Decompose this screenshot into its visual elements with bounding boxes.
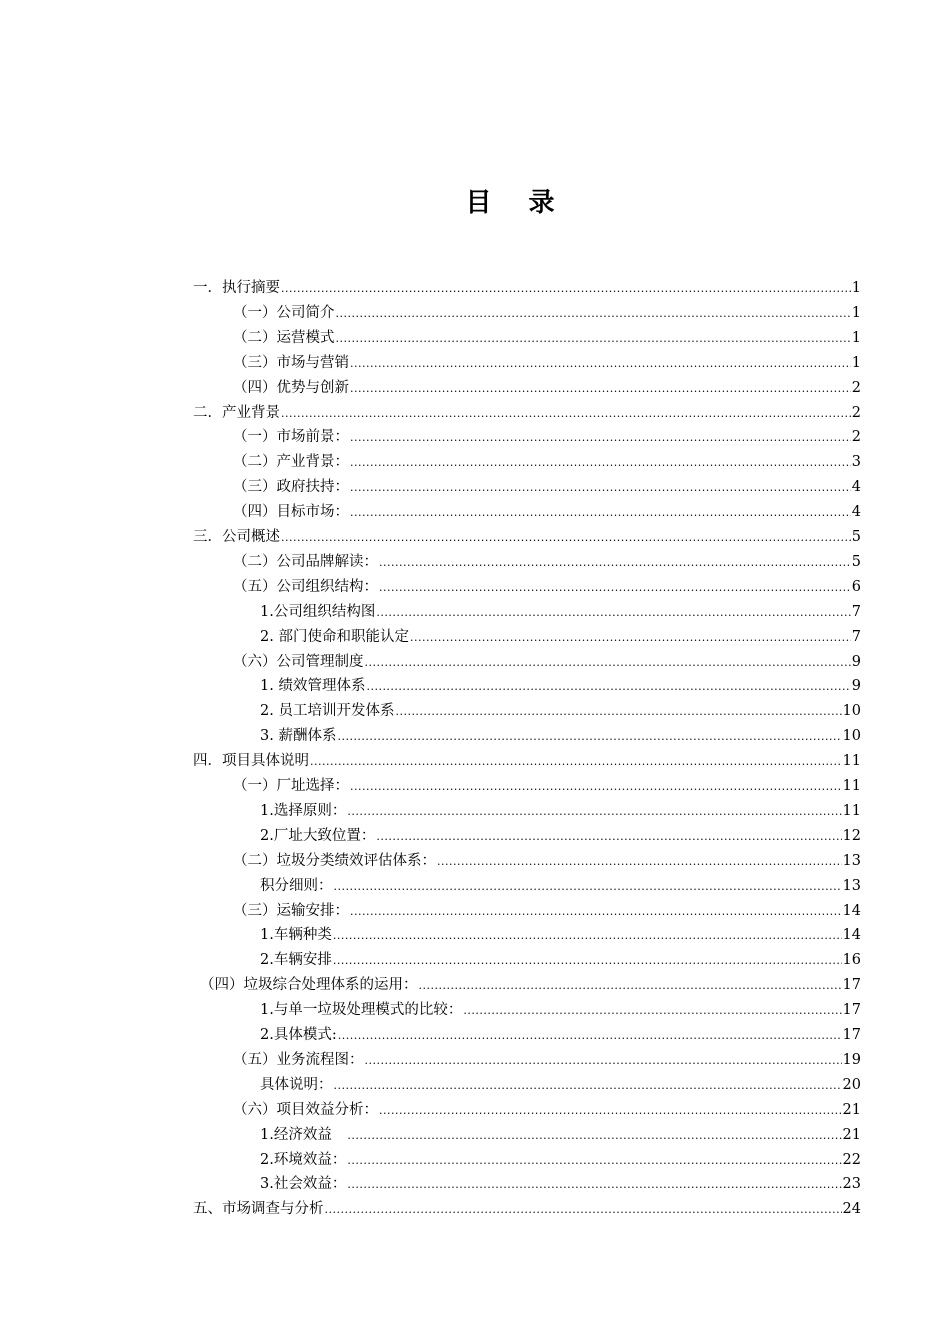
- toc-entry[interactable]: [233, 1048, 861, 1073]
- toc-leader-dots: [350, 500, 851, 525]
- toc-entry[interactable]: [193, 276, 861, 301]
- toc-entry-page-number: 11: [842, 802, 861, 819]
- toc-leader-dots: [376, 824, 841, 849]
- toc-leader-dots: [350, 899, 842, 924]
- toc-entry-page-number: 5: [851, 529, 861, 545]
- toc-entry-page-number: 9: [851, 653, 861, 670]
- toc-leader-dots: [365, 1048, 842, 1073]
- toc-leader-dots: [376, 600, 850, 625]
- toc-entry-label: （二）垃圾分类绩效评估体系：: [233, 852, 436, 869]
- toc-entry-label: 1.车辆种类: [260, 927, 332, 944]
- toc-entry[interactable]: [260, 674, 861, 699]
- toc-entry-page-number: 2: [851, 404, 861, 421]
- toc-entry[interactable]: [233, 450, 861, 475]
- toc-entry-page-number: 10: [842, 728, 861, 745]
- toc-entry[interactable]: [260, 699, 861, 724]
- toc-entry-page-number: 1: [851, 280, 861, 296]
- toc-leader-dots: [410, 625, 851, 650]
- toc-entry[interactable]: [260, 724, 861, 749]
- toc-entry[interactable]: [233, 425, 861, 450]
- toc-leader-dots: [350, 376, 851, 401]
- toc-leader-dots: [281, 276, 851, 301]
- toc-entry[interactable]: [193, 525, 861, 550]
- toc-entry-page-number: 1: [851, 304, 861, 321]
- toc-entry-label: （三）市场与营销: [233, 354, 349, 371]
- toc-entry-label: （四）优势与创新: [233, 379, 349, 396]
- toc-entry-label: 五、市场调查与分析: [193, 1201, 324, 1218]
- toc-entry-label: （二）产业背景：: [233, 454, 349, 471]
- toc-entry-page-number: 13: [842, 877, 861, 894]
- toc-entry-label: （二）公司品牌解读：: [233, 553, 378, 570]
- page-title: 目 录: [465, 188, 569, 218]
- toc-leader-dots: [379, 550, 851, 575]
- toc-entry-label: 1.与单一垃圾处理模式的比较：: [260, 1002, 463, 1019]
- toc-entry-page-number: 1: [851, 354, 861, 371]
- toc-leader-dots: [395, 699, 841, 724]
- toc-entry-page-number: 24: [842, 1201, 861, 1218]
- toc-entry[interactable]: [233, 575, 861, 600]
- toc-entry[interactable]: [193, 401, 861, 426]
- toc-entry-page-number: 17: [842, 1027, 861, 1043]
- toc-leader-dots: [350, 774, 842, 799]
- toc-entry-page-number: 10: [842, 703, 861, 720]
- toc-entry[interactable]: [260, 948, 861, 973]
- toc-entry-label: （五）业务流程图：: [233, 1051, 364, 1068]
- toc-entry-page-number: 17: [842, 1002, 861, 1019]
- toc-entry[interactable]: [233, 500, 861, 525]
- toc-entry-label: （一）市场前景：: [233, 429, 349, 446]
- toc-entry-page-number: 4: [851, 504, 861, 521]
- toc-leader-dots: [463, 998, 841, 1023]
- toc-entry-page-number: 23: [842, 1176, 861, 1193]
- toc-entry-label: 积分细则：: [260, 877, 333, 894]
- toc-entry[interactable]: [200, 973, 861, 998]
- toc-entry-label: （一）公司简介: [233, 304, 335, 321]
- toc-entry-label: 2.厂址大致位置：: [260, 827, 376, 844]
- toc-entry[interactable]: [260, 1148, 861, 1173]
- toc-entry-label: 1. 绩效管理体系: [260, 678, 366, 695]
- toc-entry[interactable]: [233, 1098, 861, 1123]
- toc-leader-dots: [281, 525, 851, 550]
- toc-leader-dots: [336, 301, 851, 326]
- toc-entry[interactable]: [260, 1023, 861, 1048]
- toc-leader-dots: [347, 1172, 841, 1197]
- toc-entry-label: 具体说明：: [260, 1076, 333, 1093]
- toc-leader-dots: [365, 650, 851, 675]
- toc-entry-page-number: 21: [842, 1101, 861, 1118]
- toc-entry[interactable]: [260, 625, 861, 650]
- toc-leader-dots: [310, 749, 842, 774]
- toc-leader-dots: [333, 923, 842, 948]
- toc-leader-dots: [325, 1197, 842, 1222]
- toc-entry-label: 二．产业背景: [193, 404, 280, 421]
- toc-leader-dots: [366, 674, 850, 699]
- toc-entry[interactable]: [260, 1073, 861, 1098]
- toc-entry-page-number: 2: [851, 429, 861, 446]
- toc-entry-label: 1.选择原则：: [260, 802, 347, 819]
- toc-entry-page-number: 11: [842, 778, 861, 794]
- toc-leader-dots: [337, 724, 841, 749]
- toc-entry[interactable]: [233, 475, 861, 500]
- toc-entry-label: （一）厂址选择：: [233, 778, 349, 794]
- toc-entry-label: 一．执行摘要: [193, 280, 280, 296]
- toc-entry[interactable]: [233, 650, 861, 675]
- toc-entry-page-number: 16: [842, 952, 861, 969]
- toc-leader-dots: [379, 1098, 842, 1123]
- toc-entry[interactable]: [260, 600, 861, 625]
- toc-entry[interactable]: [260, 998, 861, 1023]
- toc-entry[interactable]: [260, 1123, 861, 1148]
- toc-entry-label: （四）垃圾综合处理体系的运用：: [200, 977, 418, 994]
- toc-leader-dots: [281, 401, 851, 426]
- toc-leader-dots: [334, 1073, 842, 1098]
- toc-leader-dots: [333, 948, 842, 973]
- toc-entry-page-number: 21: [842, 1126, 861, 1143]
- toc-entry-label: 四．项目具体说明: [193, 753, 309, 770]
- toc-entry-page-number: 11: [842, 753, 861, 770]
- toc-entry[interactable]: [233, 376, 861, 401]
- toc-entry-page-number: 2: [851, 379, 861, 396]
- toc-leader-dots: [350, 450, 851, 475]
- toc-entry-label: （三）运输安排：: [233, 902, 349, 919]
- toc-entry-page-number: 14: [842, 927, 861, 944]
- toc-entry-label: 1.公司组织结构图: [260, 603, 376, 620]
- toc-entry[interactable]: [233, 351, 861, 376]
- toc-entry[interactable]: [193, 1197, 861, 1222]
- toc-entry-page-number: 17: [842, 977, 861, 994]
- toc-entry-label: （六）项目效益分析：: [233, 1101, 378, 1118]
- toc-entry-label: 1.经济效益: [260, 1126, 347, 1143]
- toc-leader-dots: [350, 351, 851, 376]
- toc-entry[interactable]: [233, 774, 861, 799]
- toc-leader-dots: [437, 849, 842, 874]
- toc-leader-dots: [347, 1123, 841, 1148]
- toc-entry[interactable]: [260, 923, 861, 948]
- toc-entry[interactable]: [233, 899, 861, 924]
- toc-entry[interactable]: [260, 824, 861, 849]
- toc-leader-dots: [379, 575, 851, 600]
- toc-entry[interactable]: [260, 1172, 861, 1197]
- toc-entry-page-number: 7: [851, 628, 861, 645]
- toc-entry[interactable]: [233, 849, 861, 874]
- toc-entry-label: （四）目标市场：: [233, 504, 349, 521]
- toc-entry-page-number: 22: [842, 1151, 861, 1168]
- toc-entry-page-number: 7: [851, 603, 861, 620]
- toc-entry-page-number: 1: [851, 329, 861, 346]
- toc-entry[interactable]: [260, 799, 861, 824]
- toc-entry-page-number: 13: [842, 852, 861, 869]
- toc-entry-page-number: 5: [851, 553, 861, 570]
- toc-entry-page-number: 3: [851, 454, 861, 471]
- toc-entry[interactable]: [260, 874, 861, 899]
- toc-entry-page-number: 4: [851, 479, 861, 496]
- toc-entry-page-number: 6: [851, 578, 861, 595]
- toc-leader-dots: [350, 475, 851, 500]
- toc-leader-dots: [347, 1148, 841, 1173]
- toc-entry-label: 2.环境效益：: [260, 1151, 347, 1168]
- toc-entry-label: （五）公司组织结构：: [233, 578, 378, 595]
- toc-entry[interactable]: [233, 326, 861, 351]
- toc-entry-label: （六）公司管理制度: [233, 653, 364, 670]
- toc-entry-label: 2. 员工培训开发体系: [260, 703, 395, 720]
- toc-leader-dots: [334, 874, 842, 899]
- toc-entry-label: （三）政府扶持：: [233, 479, 349, 496]
- toc-leader-dots: [347, 799, 841, 824]
- toc-leader-dots: [336, 326, 851, 351]
- toc-entry-label: 2.具体模式:: [260, 1027, 337, 1043]
- toc-entry[interactable]: [233, 301, 861, 326]
- toc-entry-page-number: 9: [851, 678, 861, 695]
- toc-entry-label: 2.车辆安排: [260, 952, 332, 969]
- toc-entry-page-number: 14: [842, 902, 861, 919]
- toc-leader-dots: [350, 425, 851, 450]
- toc-entry[interactable]: [193, 749, 861, 774]
- toc-entry-label: 三．公司概述: [193, 529, 280, 545]
- toc-entry[interactable]: [233, 550, 861, 575]
- toc-entry-label: 2. 部门使命和职能认定: [260, 628, 409, 645]
- toc-entry-page-number: 12: [842, 827, 861, 844]
- toc-leader-dots: [419, 973, 842, 998]
- toc-leader-dots: [338, 1023, 842, 1048]
- toc-entry-page-number: 20: [842, 1076, 861, 1093]
- toc-entry-label: （二）运营模式: [233, 329, 335, 346]
- toc-entry-label: 3.社会效益：: [260, 1176, 347, 1193]
- toc-entry-page-number: 19: [842, 1051, 861, 1068]
- toc-entry-label: 3. 薪酬体系: [260, 728, 337, 745]
